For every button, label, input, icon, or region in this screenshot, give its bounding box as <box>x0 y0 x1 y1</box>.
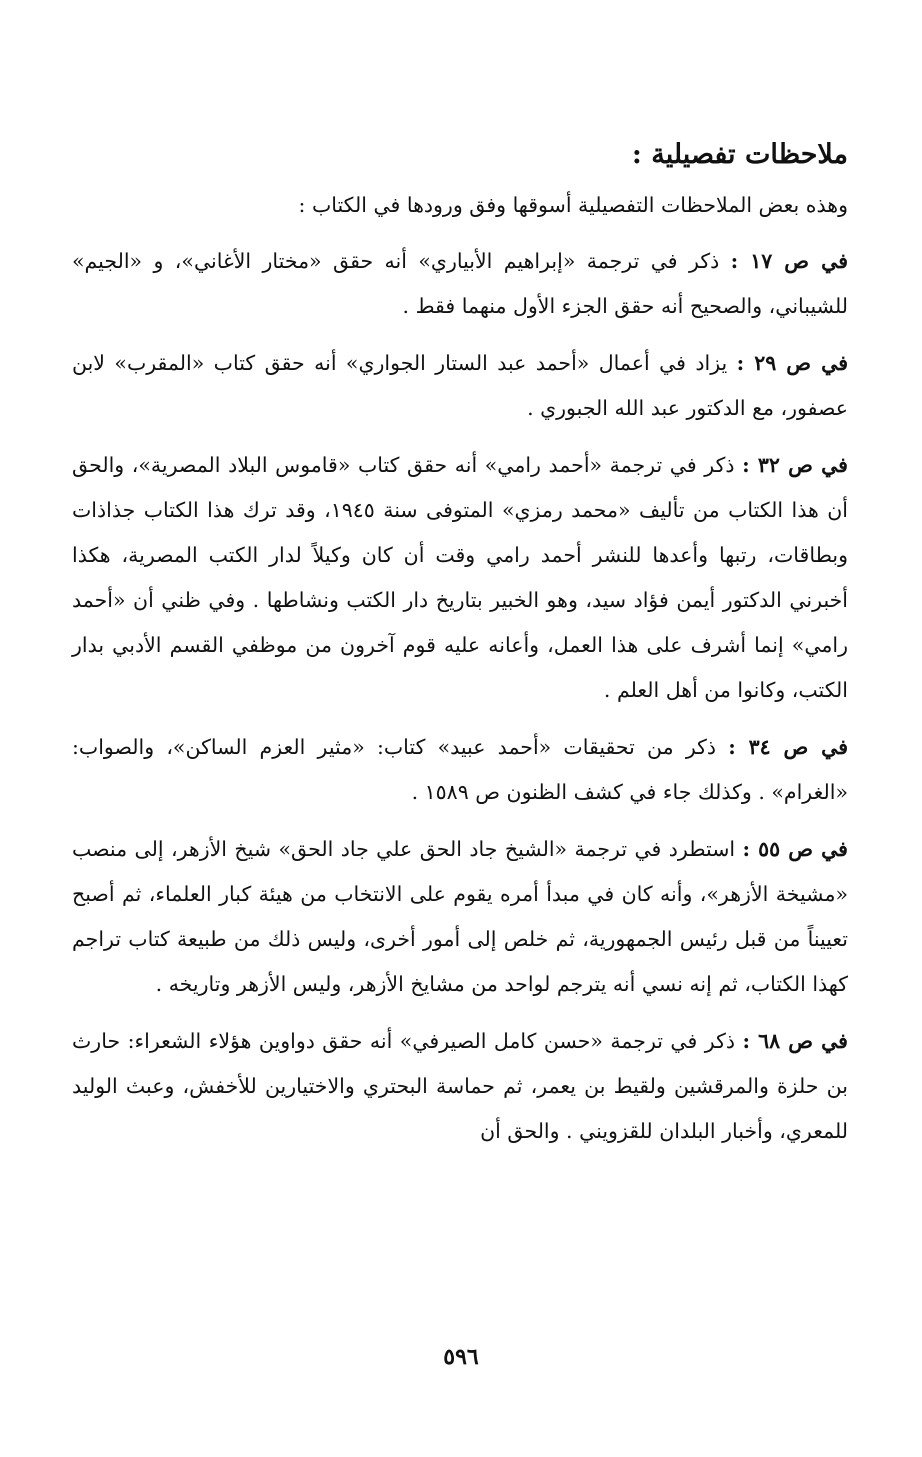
note-paragraph <box>72 341 848 431</box>
note-text: ذكر في ترجمة «إبراهيم الأبياري» أنه حقق «مختار الأغاني»، و «الجيم» للشيباني، والصحيح أنه حقق الجزء الأول منهما فقط . <box>72 249 848 318</box>
page-reference: في ص ٥٥ : <box>742 837 848 861</box>
page-reference: في ص ٦٨ : <box>742 1029 848 1053</box>
note-paragraph <box>72 239 848 329</box>
text-block <box>72 135 848 1166</box>
note-text: ذكر من تحقيقات «أحمد عبيد» كتاب: «مثير العزم الساكن»، والصواب: «الغرام» . وكذلك جاء في كشف الظنون ص ١٥٨٩ . <box>72 735 848 804</box>
note-paragraph <box>72 827 848 1007</box>
note-text: ذكر في ترجمة «أحمد رامي» أنه حقق كتاب «قاموس البلاد المصرية»، والحق أن هذا الكتاب من تأليف «محمد رمزي» المتوفى سنة ١٩٤٥، وقد ترك هذا الكتاب جذاذات وبطاقات، رتبها وأعدها للنشر أحمد رامي وقت أن كان وكيلاً لدار الكتب المصرية، هكذا أخبرني الدكتور أيمن فؤاد سيد، وهو الخبير بتاريخ دار الكتب ونشاطها . وفي ظني أن «أحمد رامي» إنما أشرف على هذا العمل، وأعانه عليه قوم آخرون من موظفي القسم الأدبي بدار الكتب، وكانوا من أهل العلم . <box>72 453 848 702</box>
note-text: ذكر في ترجمة «حسن كامل الصيرفي» أنه حقق دواوين هؤلاء الشعراء: حارث بن حلزة والمرقشين ولقيط بن يعمر، ثم حماسة البحتري والاختيارين للأخفش، وعبث الوليد للمعري، وأخبار البلدان للقزويني . والحق أن <box>72 1029 848 1143</box>
page-reference: في ص ٢٩ : <box>736 351 848 375</box>
section-heading: ملاحظات تفصيلية : <box>631 139 848 170</box>
note-paragraph <box>72 725 848 815</box>
intro-paragraph: وهذه بعض الملاحظات التفصيلية أسوقها وفق ورودها في الكتاب : <box>298 193 848 217</box>
note-text: استطرد في ترجمة «الشيخ جاد الحق علي جاد الحق» شيخ الأزهر، إلى منصب «مشيخة الأزهر»، وأنه كان في مبدأ أمره يقوم على الانتخاب من هيئة كبار العلماء، ثم أصبح تعييناً من قبل رئيس الجمهورية، ثم خلص إلى أمور أخرى، وليس ذلك من طبيعة كتاب تراجم كهذا الكتاب، ثم إنه نسي أنه يترجم لواحد من مشايخ الأزهر، وليس الأزهر وتاريخه . <box>72 837 848 996</box>
note-text: يزاد في أعمال «أحمد عبد الستار الجواري» أنه حقق كتاب «المقرب» لابن عصفور، مع الدكتور عبد الله الجبوري . <box>72 351 848 420</box>
page-reference: في ص ٣٤ : <box>728 735 848 759</box>
note-paragraph <box>72 1019 848 1154</box>
note-paragraph <box>72 443 848 713</box>
page-reference: في ص ١٧ : <box>730 249 848 273</box>
page-reference: في ص ٣٢ : <box>742 453 848 477</box>
page-number: ٥٩٦ <box>443 1344 479 1370</box>
